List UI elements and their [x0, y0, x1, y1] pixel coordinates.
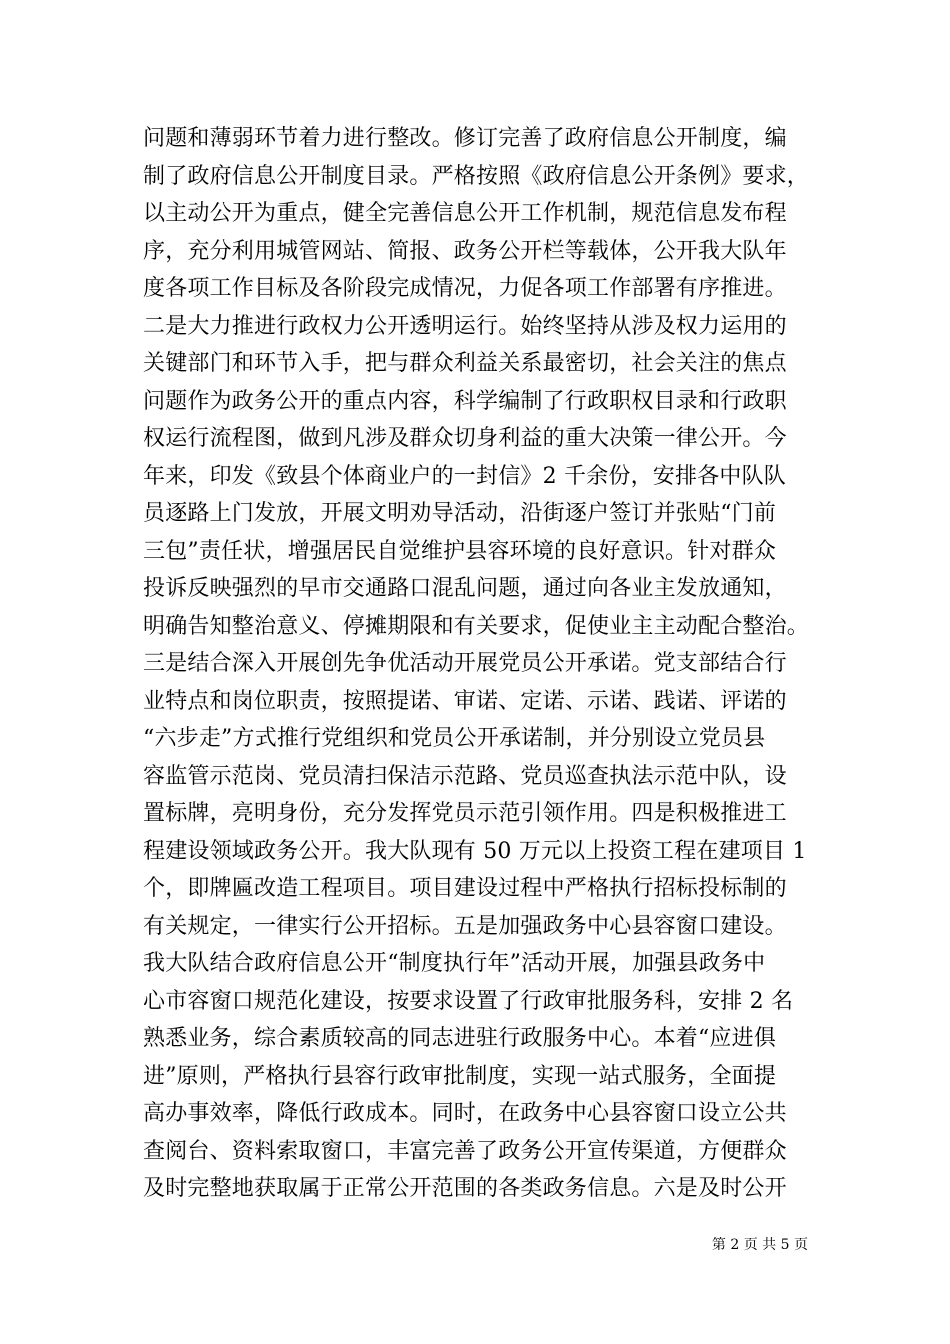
text-line: 熟悉业务，综合素质较高的同志进驻行政服务中心。本着“应进俱 [143, 1026, 777, 1051]
text-line: “六步走”方式推行党组织和党员公开承诺制，并分别设立党员县 [143, 726, 766, 751]
page-number-footer: 第 2 页 共 5 页 [711, 1237, 808, 1253]
text-line: 二是大力推进行政权力公开透明运行。始终坚持从涉及权力运用的 [143, 313, 787, 339]
text-line: 心市容窗口规范化建设，按要求设置了行政审批服务科，安排 2 名 [143, 988, 794, 1014]
text-line: 度各项工作目标及各阶段完成情况，力促各项工作部署有序推进。 [143, 276, 787, 301]
text-line: 容监管示范岗、党员清扫保洁示范路、党员巡查执法示范中队，设 [143, 763, 787, 789]
text-line: 问题和薄弱环节着力进行整改。修订完善了政府信息公开制度，编 [143, 126, 787, 151]
text-line: 序，充分利用城管网站、简报、政务公开栏等载体，公开我大队年 [143, 238, 787, 264]
text-line: 有关规定，一律实行公开招标。五是加强政务中心县容窗口建设。 [143, 913, 787, 939]
text-line: 程建设领域政务公开。我大队现有 50 万元以上投资工程在建项目 1 [143, 838, 807, 864]
text-line: 权运行流程图，做到凡涉及群众切身利益的重大决策一律公开。今 [143, 426, 787, 451]
text-line: 三包”责任状，增强居民自觉维护县容环境的良好意识。针对群众 [143, 538, 777, 564]
body-text [143, 120, 843, 1208]
text-line: 员逐路上门发放，开展文明劝导活动，沿街逐户签订并张贴“门前 [143, 501, 777, 526]
text-line: 及时完整地获取属于正常公开范围的各类政务信息。六是及时公开 [143, 1176, 787, 1201]
text-line: 关键部门和环节入手，把与群众利益关系最密切，社会关注的焦点 [143, 351, 787, 376]
text-line: 问题作为政务公开的重点内容，科学编制了行政职权目录和行政职 [143, 388, 787, 414]
text-line: 高办事效率，降低行政成本。同时，在政务中心县容窗口设立公共 [143, 1101, 787, 1126]
text-line: 置标牌，亮明身份，充分发挥党员示范引领作用。四是积极推进工 [143, 801, 787, 826]
text-line: 明确告知整治意义、停摊期限和有关要求，促使业主主动配合整治。 [143, 613, 810, 639]
text-line: 我大队结合政府信息公开“制度执行年”活动开展，加强县政务中 [143, 951, 766, 976]
text-line: 个，即牌匾改造工程项目。项目建设过程中严格执行招标投标制的 [143, 876, 787, 901]
text-line: 投诉反映强烈的早市交通路口混乱问题，通过向各业主发放通知， [143, 576, 787, 601]
text-line: 业特点和岗位职责，按照提诺、审诺、定诺、示诺、践诺、评诺的 [143, 688, 787, 714]
text-line: 制了政府信息公开制度目录。严格按照《政府信息公开条例》要求， [143, 163, 810, 189]
text-line: 进”原则，严格执行县容行政审批制度，实现一站式服务，全面提 [143, 1063, 777, 1089]
text-line: 查阅台、资料索取窗口，丰富完善了政务公开宣传渠道，方便群众 [143, 1138, 787, 1164]
text-line: 三是结合深入开展创先争优活动开展党员公开承诺。党支部结合行 [143, 651, 787, 676]
text-line: 以主动公开为重点，健全完善信息公开工作机制，规范信息发布程 [143, 201, 787, 226]
text-line: 年来，印发《致县个体商业户的一封信》2 千余份，安排各中队队 [143, 463, 786, 489]
